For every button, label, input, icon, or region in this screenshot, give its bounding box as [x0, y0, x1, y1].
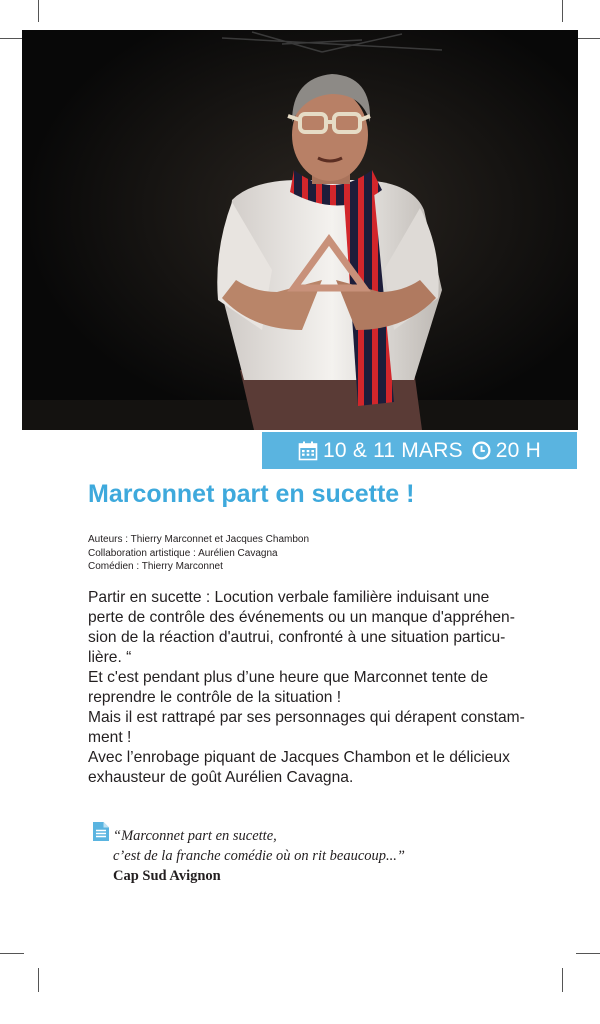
- credit-actor: Comédien : Thierry Marconnet: [88, 561, 223, 572]
- crop-mark: [0, 953, 24, 954]
- show-description: [88, 588, 558, 788]
- crop-mark: [562, 0, 563, 22]
- description-line: sion de la réaction d'autrui, confronté à une situation particu-: [88, 629, 506, 646]
- crop-mark: [0, 38, 22, 39]
- description-line: Et c'est pendant plus d’une heure que Marconnet tente de: [88, 669, 489, 686]
- description-line: ment !: [88, 729, 132, 746]
- crop-mark: [576, 953, 600, 954]
- clock-icon: [472, 441, 491, 460]
- quote-line: c’est de la franche comédie où on rit beaucoup...”: [113, 848, 405, 864]
- description-line: exhausteur de goût Aurélien Cavagna.: [88, 769, 354, 786]
- description-line: reprendre le contrôle de la situation !: [88, 689, 342, 706]
- credit-authors: Auteurs : Thierry Marconnet et Jacques Chambon: [88, 534, 310, 545]
- crop-mark: [38, 0, 39, 22]
- quote-line: “Marconnet part en sucette,: [113, 828, 277, 844]
- description-line: perte de contrôle des événements ou un manque d'appréhen-: [88, 609, 515, 626]
- press-quote: [113, 826, 405, 886]
- event-time: 20 H: [495, 438, 541, 462]
- quote-source: Cap Sud Avignon: [113, 868, 221, 884]
- description-line: Mais il est rattrapé par ses personnages qui dérapent constam-: [88, 709, 525, 726]
- performer-photo: [22, 30, 578, 430]
- description-line: Avec l’enrobage piquant de Jacques Chambon et le délicieux: [88, 749, 510, 766]
- description-line: Partir en sucette : Locution verbale familière induisant une: [88, 589, 490, 606]
- date-banner: [262, 432, 577, 469]
- description-line: lière. “: [88, 649, 132, 666]
- crop-mark: [578, 38, 600, 39]
- show-title: Marconnet part en sucette !: [88, 480, 415, 508]
- credits: [88, 533, 309, 574]
- credit-collaboration: Collaboration artistique : Aurélien Cavagna: [88, 547, 278, 559]
- calendar-icon: [298, 441, 318, 461]
- document-icon: [93, 822, 109, 846]
- event-dates: 10 & 11 MARS: [323, 438, 463, 462]
- crop-mark: [38, 968, 39, 992]
- crop-mark: [562, 968, 563, 992]
